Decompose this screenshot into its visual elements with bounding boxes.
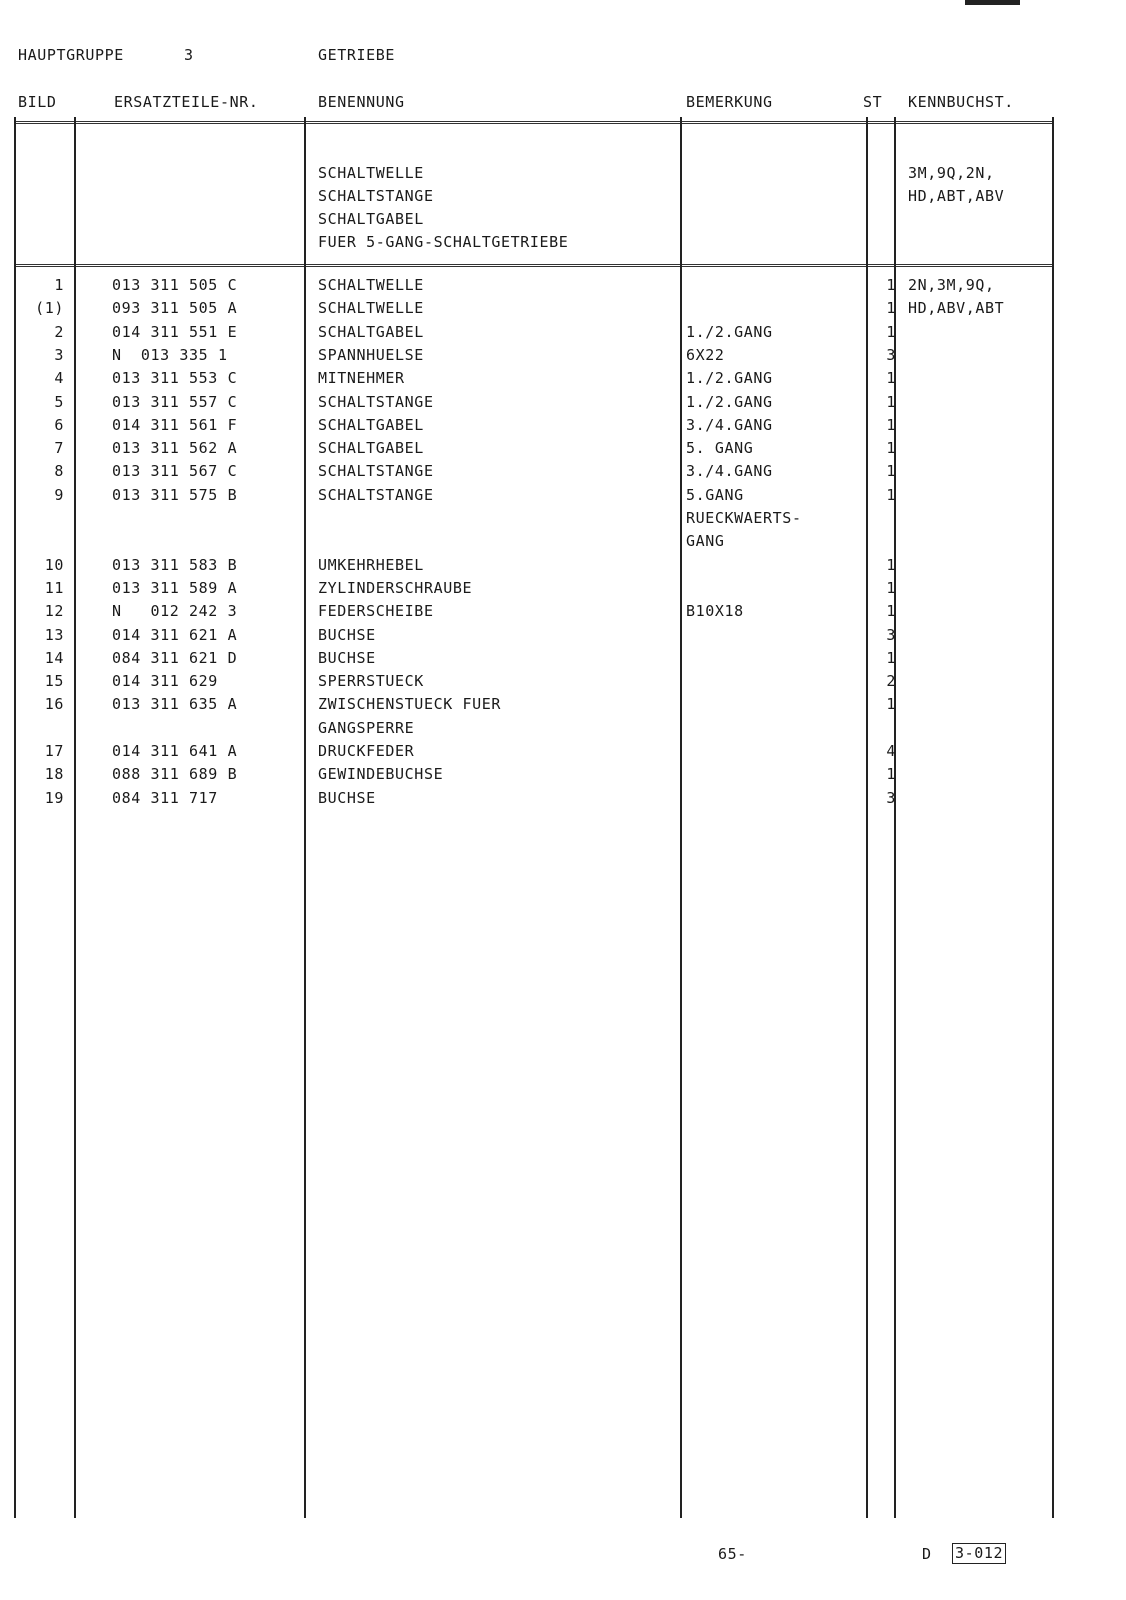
table-row: [0, 554, 1126, 577]
row-part-number: 084 311 717: [112, 788, 218, 807]
group-label: HAUPTGRUPPE: [18, 46, 124, 64]
row-bild: 13: [44, 625, 64, 644]
intro-code-2: HD,ABT,ABV: [908, 187, 1005, 205]
footer-code: 3-012: [952, 1543, 1006, 1564]
row-remark: B10X18: [686, 602, 744, 621]
row-qty: 1: [886, 439, 896, 458]
row-part-number: 013 311 557 C: [112, 392, 238, 411]
row-remark: 6X22: [686, 345, 725, 364]
row-remark: 1./2.GANG: [686, 392, 773, 411]
intro-separator: [14, 264, 1054, 267]
row-name: BUCHSE: [318, 648, 376, 667]
table-row: [0, 693, 1126, 716]
row-qty: 1: [886, 299, 896, 318]
row-qty: 1: [886, 415, 896, 434]
row-part-number: 014 311 561 F: [112, 415, 238, 434]
table-row: [0, 274, 1126, 297]
row-qty: 1: [886, 276, 896, 294]
group-number: 3: [184, 46, 194, 64]
footer-letter: D: [922, 1545, 932, 1563]
row-qty: 1: [886, 578, 896, 597]
row-bild: 4: [54, 369, 64, 388]
row-qty: 1: [886, 555, 896, 574]
row-bild: 10: [44, 555, 64, 574]
row-bild: 8: [54, 462, 64, 481]
intro-code-1: 3M,9Q,2N,: [908, 164, 995, 182]
row-part-number: N 013 335 1: [112, 345, 228, 364]
row-bild: 2: [54, 322, 64, 341]
row-part-number: 013 311 562 A: [112, 439, 238, 458]
row-part-number: 014 311 621 A: [112, 625, 238, 644]
row-name: SCHALTSTANGE: [318, 392, 434, 411]
row-name: SCHALTWELLE: [318, 276, 424, 294]
header-separator: [14, 121, 1054, 124]
table-row: [0, 414, 1126, 437]
table-row: [0, 391, 1126, 414]
row-bild: (1): [35, 299, 64, 318]
row-qty: 3: [886, 625, 896, 644]
row-qty: 1: [886, 462, 896, 481]
row-qty: 1: [886, 485, 896, 504]
table-row: [0, 437, 1126, 460]
row-qty: 1: [886, 765, 896, 784]
row-qty: 1: [886, 602, 896, 621]
group-title: GETRIEBE: [318, 46, 396, 64]
row-name: SCHALTWELLE: [318, 299, 424, 318]
row-bild: 15: [44, 672, 64, 691]
row-remark: 1./2.GANG: [686, 322, 773, 341]
row-qty: 3: [886, 345, 896, 364]
row-part-number: 013 311 575 B: [112, 485, 238, 504]
row-qty: 1: [886, 695, 896, 714]
row-part-number: 013 311 567 C: [112, 462, 238, 481]
row-part-number: 014 311 629: [112, 672, 218, 691]
row-name: SCHALTGABEL: [318, 322, 424, 341]
row-name: UMKEHRHEBEL: [318, 555, 424, 574]
table-row: [0, 624, 1126, 647]
row-bild: 1: [54, 276, 64, 294]
col-header-code: KENNBUCHST.: [908, 93, 1014, 111]
col-header-name: BENENNUNG: [318, 93, 405, 111]
row-part-number: 013 311 553 C: [112, 369, 238, 388]
row-qty: 3: [886, 788, 896, 807]
row-remark: 3./4.GANG: [686, 415, 773, 434]
row-name: MITNEHMER: [318, 369, 405, 388]
row-name: GANGSPERRE: [318, 718, 415, 737]
row-bild: 9: [54, 485, 64, 504]
row-name: ZYLINDERSCHRAUBE: [318, 578, 473, 597]
row-bild: 17: [44, 742, 64, 760]
row-name: BUCHSE: [318, 788, 376, 807]
intro-name-2: SCHALTSTANGE: [318, 187, 434, 205]
table-row: [0, 484, 1126, 507]
col-header-bild: BILD: [18, 93, 57, 111]
row-part-number: 013 311 505 C: [112, 276, 238, 294]
col-header-qty: ST: [863, 93, 883, 111]
table-row: [0, 717, 1126, 740]
table-row: [0, 344, 1126, 367]
intro-name-3: SCHALTGABEL: [318, 210, 424, 228]
top-edge-mark: [965, 0, 1020, 5]
row-name: BUCHSE: [318, 625, 376, 644]
row-name: FEDERSCHEIBE: [318, 602, 434, 621]
table-row: [0, 321, 1126, 344]
row-name: SPANNHUELSE: [318, 345, 424, 364]
row-remark: GANG: [686, 532, 725, 551]
row-name: SPERRSTUECK: [318, 672, 424, 691]
row-part-number: 013 311 589 A: [112, 578, 238, 597]
page-number: 65-: [718, 1545, 747, 1563]
row-qty: 1: [886, 392, 896, 411]
row-remark: 5. GANG: [686, 439, 754, 458]
row-bild: 3: [54, 345, 64, 364]
row-code: HD,ABV,ABT: [908, 299, 1005, 318]
table-row: [0, 367, 1126, 390]
row-part-number: 013 311 583 B: [112, 555, 238, 574]
row-part-number: 093 311 505 A: [112, 299, 238, 318]
col-header-remark: BEMERKUNG: [686, 93, 773, 111]
row-remark: 5.GANG: [686, 485, 744, 504]
table-row: [0, 460, 1126, 483]
table-row: [0, 647, 1126, 670]
table-row: [0, 763, 1126, 786]
table-row: [0, 530, 1126, 553]
row-part-number: 014 311 551 E: [112, 322, 238, 341]
table-row: [0, 600, 1126, 623]
row-bild: 12: [44, 602, 64, 621]
table-row: [0, 740, 1126, 763]
table-row: [0, 670, 1126, 693]
row-name: SCHALTGABEL: [318, 439, 424, 458]
row-name: ZWISCHENSTUECK FUER: [318, 695, 501, 714]
row-remark: RUECKWAERTS-: [686, 509, 802, 527]
row-name: SCHALTSTANGE: [318, 462, 434, 481]
row-qty: 4: [886, 742, 896, 760]
row-remark: 1./2.GANG: [686, 369, 773, 388]
row-bild: 19: [44, 788, 64, 807]
table-row: [0, 507, 1126, 530]
row-name: SCHALTGABEL: [318, 415, 424, 434]
table-row: [0, 577, 1126, 600]
row-qty: 1: [886, 369, 896, 388]
row-qty: 1: [886, 322, 896, 341]
row-name: SCHALTSTANGE: [318, 485, 434, 504]
row-part-number: 013 311 635 A: [112, 695, 238, 714]
row-bild: 18: [44, 765, 64, 784]
row-name: DRUCKFEDER: [318, 742, 415, 760]
row-bild: 7: [54, 439, 64, 458]
row-code: 2N,3M,9Q,: [908, 276, 995, 294]
row-bild: 6: [54, 415, 64, 434]
row-part-number: N 012 242 3: [112, 602, 238, 621]
row-part-number: 084 311 621 D: [112, 648, 238, 667]
row-bild: 11: [44, 578, 64, 597]
row-bild: 5: [54, 392, 64, 411]
table-row: [0, 787, 1126, 810]
row-qty: 2: [886, 672, 896, 691]
row-part-number: 014 311 641 A: [112, 742, 238, 760]
row-bild: 14: [44, 648, 64, 667]
row-bild: 16: [44, 695, 64, 714]
row-qty: 1: [886, 648, 896, 667]
row-part-number: 088 311 689 B: [112, 765, 238, 784]
row-name: GEWINDEBUCHSE: [318, 765, 444, 784]
table-row: [0, 297, 1126, 320]
intro-name-4: FUER 5-GANG-SCHALTGETRIEBE: [318, 233, 569, 251]
intro-name-1: SCHALTWELLE: [318, 164, 424, 182]
row-remark: 3./4.GANG: [686, 462, 773, 481]
col-header-part-no: ERSATZTEILE-NR.: [114, 93, 259, 111]
